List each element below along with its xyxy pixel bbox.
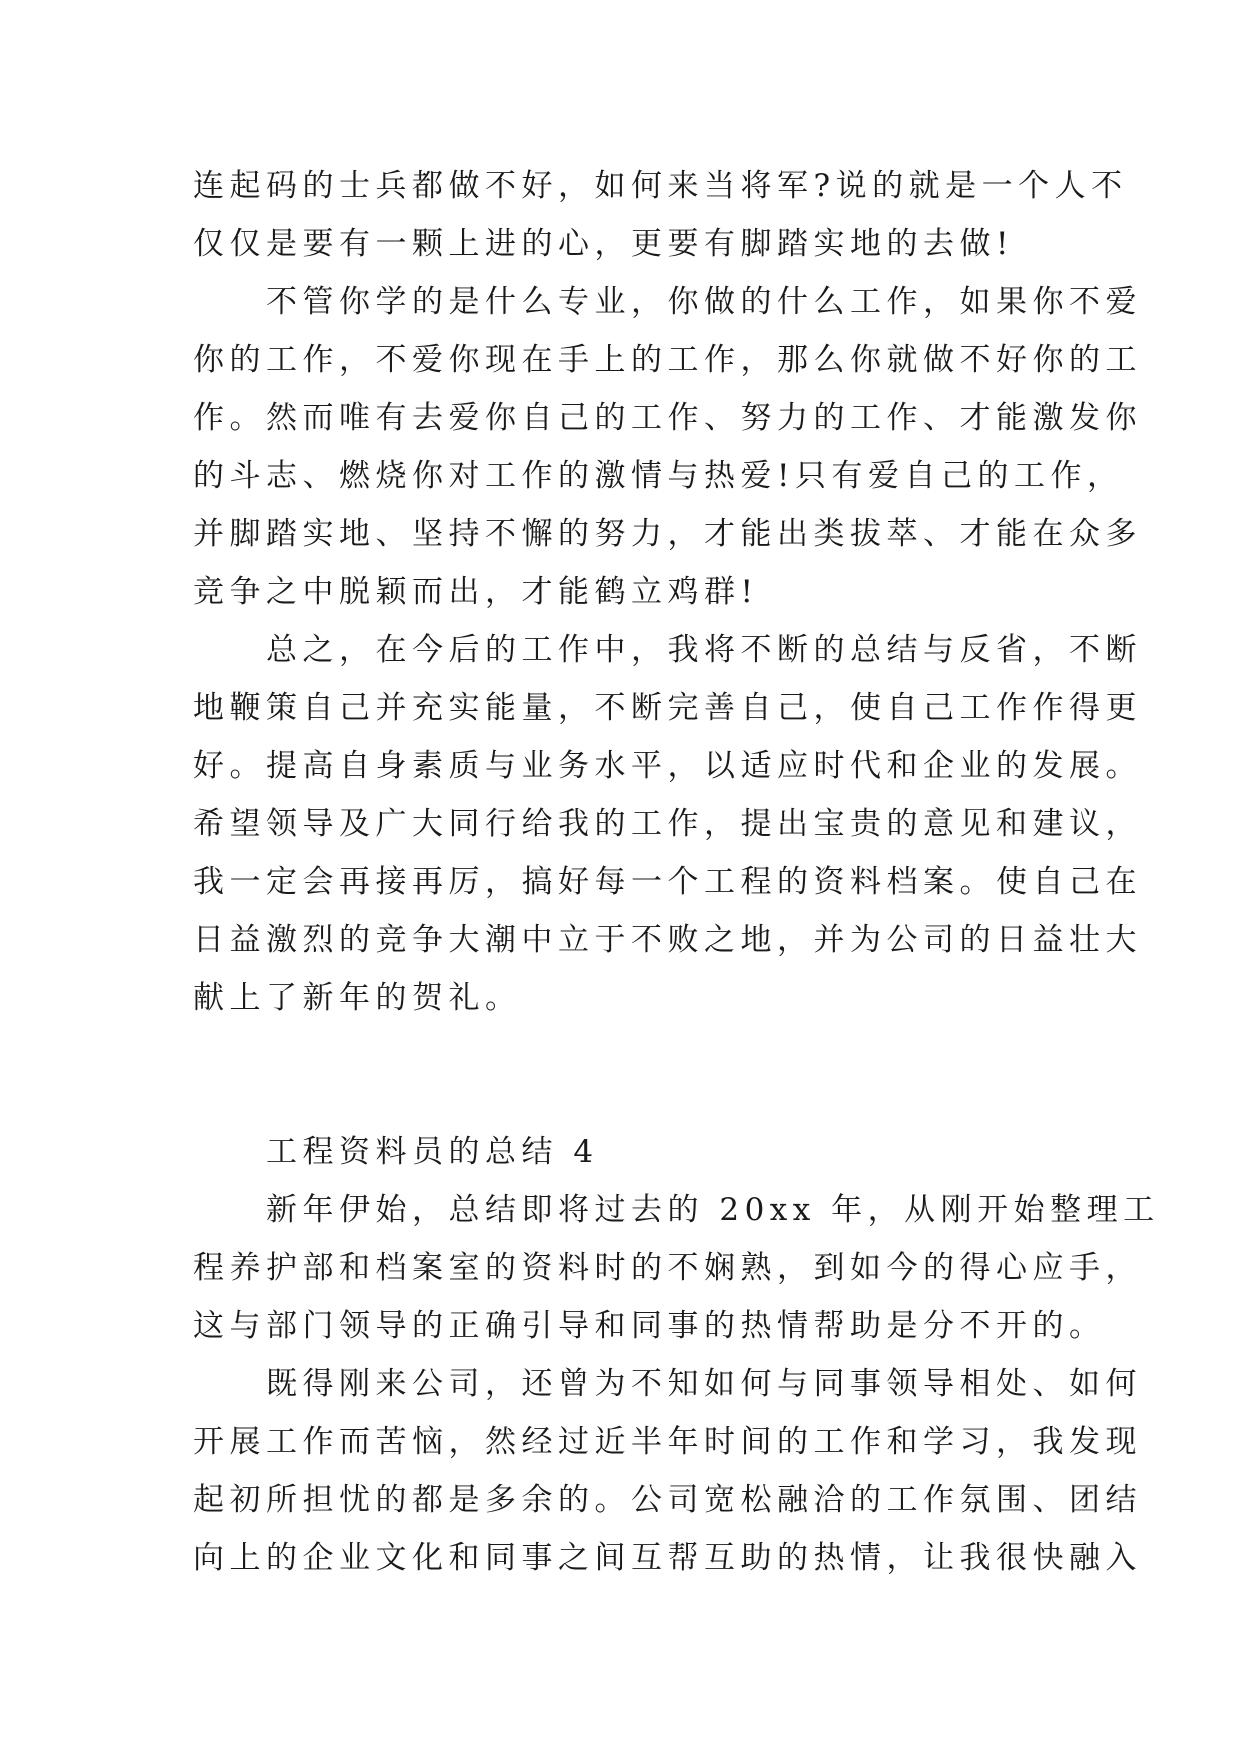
text-line: 连起码的士兵都做不好，如何来当将军?说的就是一个人不 (193, 168, 1128, 204)
text-line: 日益激烈的竞争大潮中立于不败之地，并为公司的日益壮大 (193, 922, 1142, 958)
paragraph-start-line: 新年伊始，总结即将过去的 20xx 年，从刚开始整理工 (193, 1192, 1160, 1228)
paragraph-start-line: 既得刚来公司，还曾为不知如何与同事领导相处、如何 (193, 1366, 1142, 1402)
text-line: 竞争之中脱颖而出，才能鹤立鸡群! (193, 574, 759, 610)
text-line: 向上的企业文化和同事之间互帮互助的热情，让我很快融入 (193, 1540, 1142, 1576)
section-title: 工程资料员的总结 4 (193, 1134, 599, 1170)
text-line: 这与部门领导的正确引导和同事的热情帮助是分不开的。 (193, 1308, 1106, 1344)
text-line: 你的工作，不爱你现在手上的工作，那么你就做不好你的工 (193, 342, 1142, 378)
text-line: 好。提高自身素质与业务水平，以适应时代和企业的发展。 (193, 748, 1142, 784)
text-line: 仅仅是要有一颗上进的心，更要有脚踏实地的去做! (193, 226, 1014, 262)
text-line: 献上了新年的贺礼。 (193, 980, 522, 1016)
paragraph-start-line: 不管你学的是什么专业，你做的什么工作，如果你不爱 (193, 284, 1142, 320)
text-line: 程养护部和档案室的资料时的不娴熟，到如今的得心应手， (193, 1250, 1142, 1286)
text-line: 作。然而唯有去爱你自己的工作、努力的工作、才能激发你 (193, 400, 1142, 436)
paragraph-start-line: 总之，在今后的工作中，我将不断的总结与反省，不断 (193, 632, 1142, 668)
section-spacer (193, 1027, 1053, 1123)
document-body (193, 157, 1160, 1587)
text-line: 希望领导及广大同行给我的工作，提出宝贵的意见和建议， (193, 806, 1142, 842)
text-line: 的斗志、燃烧你对工作的激情与热爱!只有爱自己的工作， (193, 458, 1124, 494)
text-line: 地鞭策自己并充实能量，不断完善自己，使自己工作作得更 (193, 690, 1142, 726)
text-line: 起初所担忧的都是多余的。公司宽松融洽的工作氛围、团结 (193, 1482, 1142, 1518)
text-line: 我一定会再接再厉，搞好每一个工程的资料档案。使自己在 (193, 864, 1142, 900)
text-line: 并脚踏实地、坚持不懈的努力，才能出类拔萃、才能在众多 (193, 516, 1142, 552)
text-line: 开展工作而苦恼，然经过近半年时间的工作和学习，我发现 (193, 1424, 1142, 1460)
